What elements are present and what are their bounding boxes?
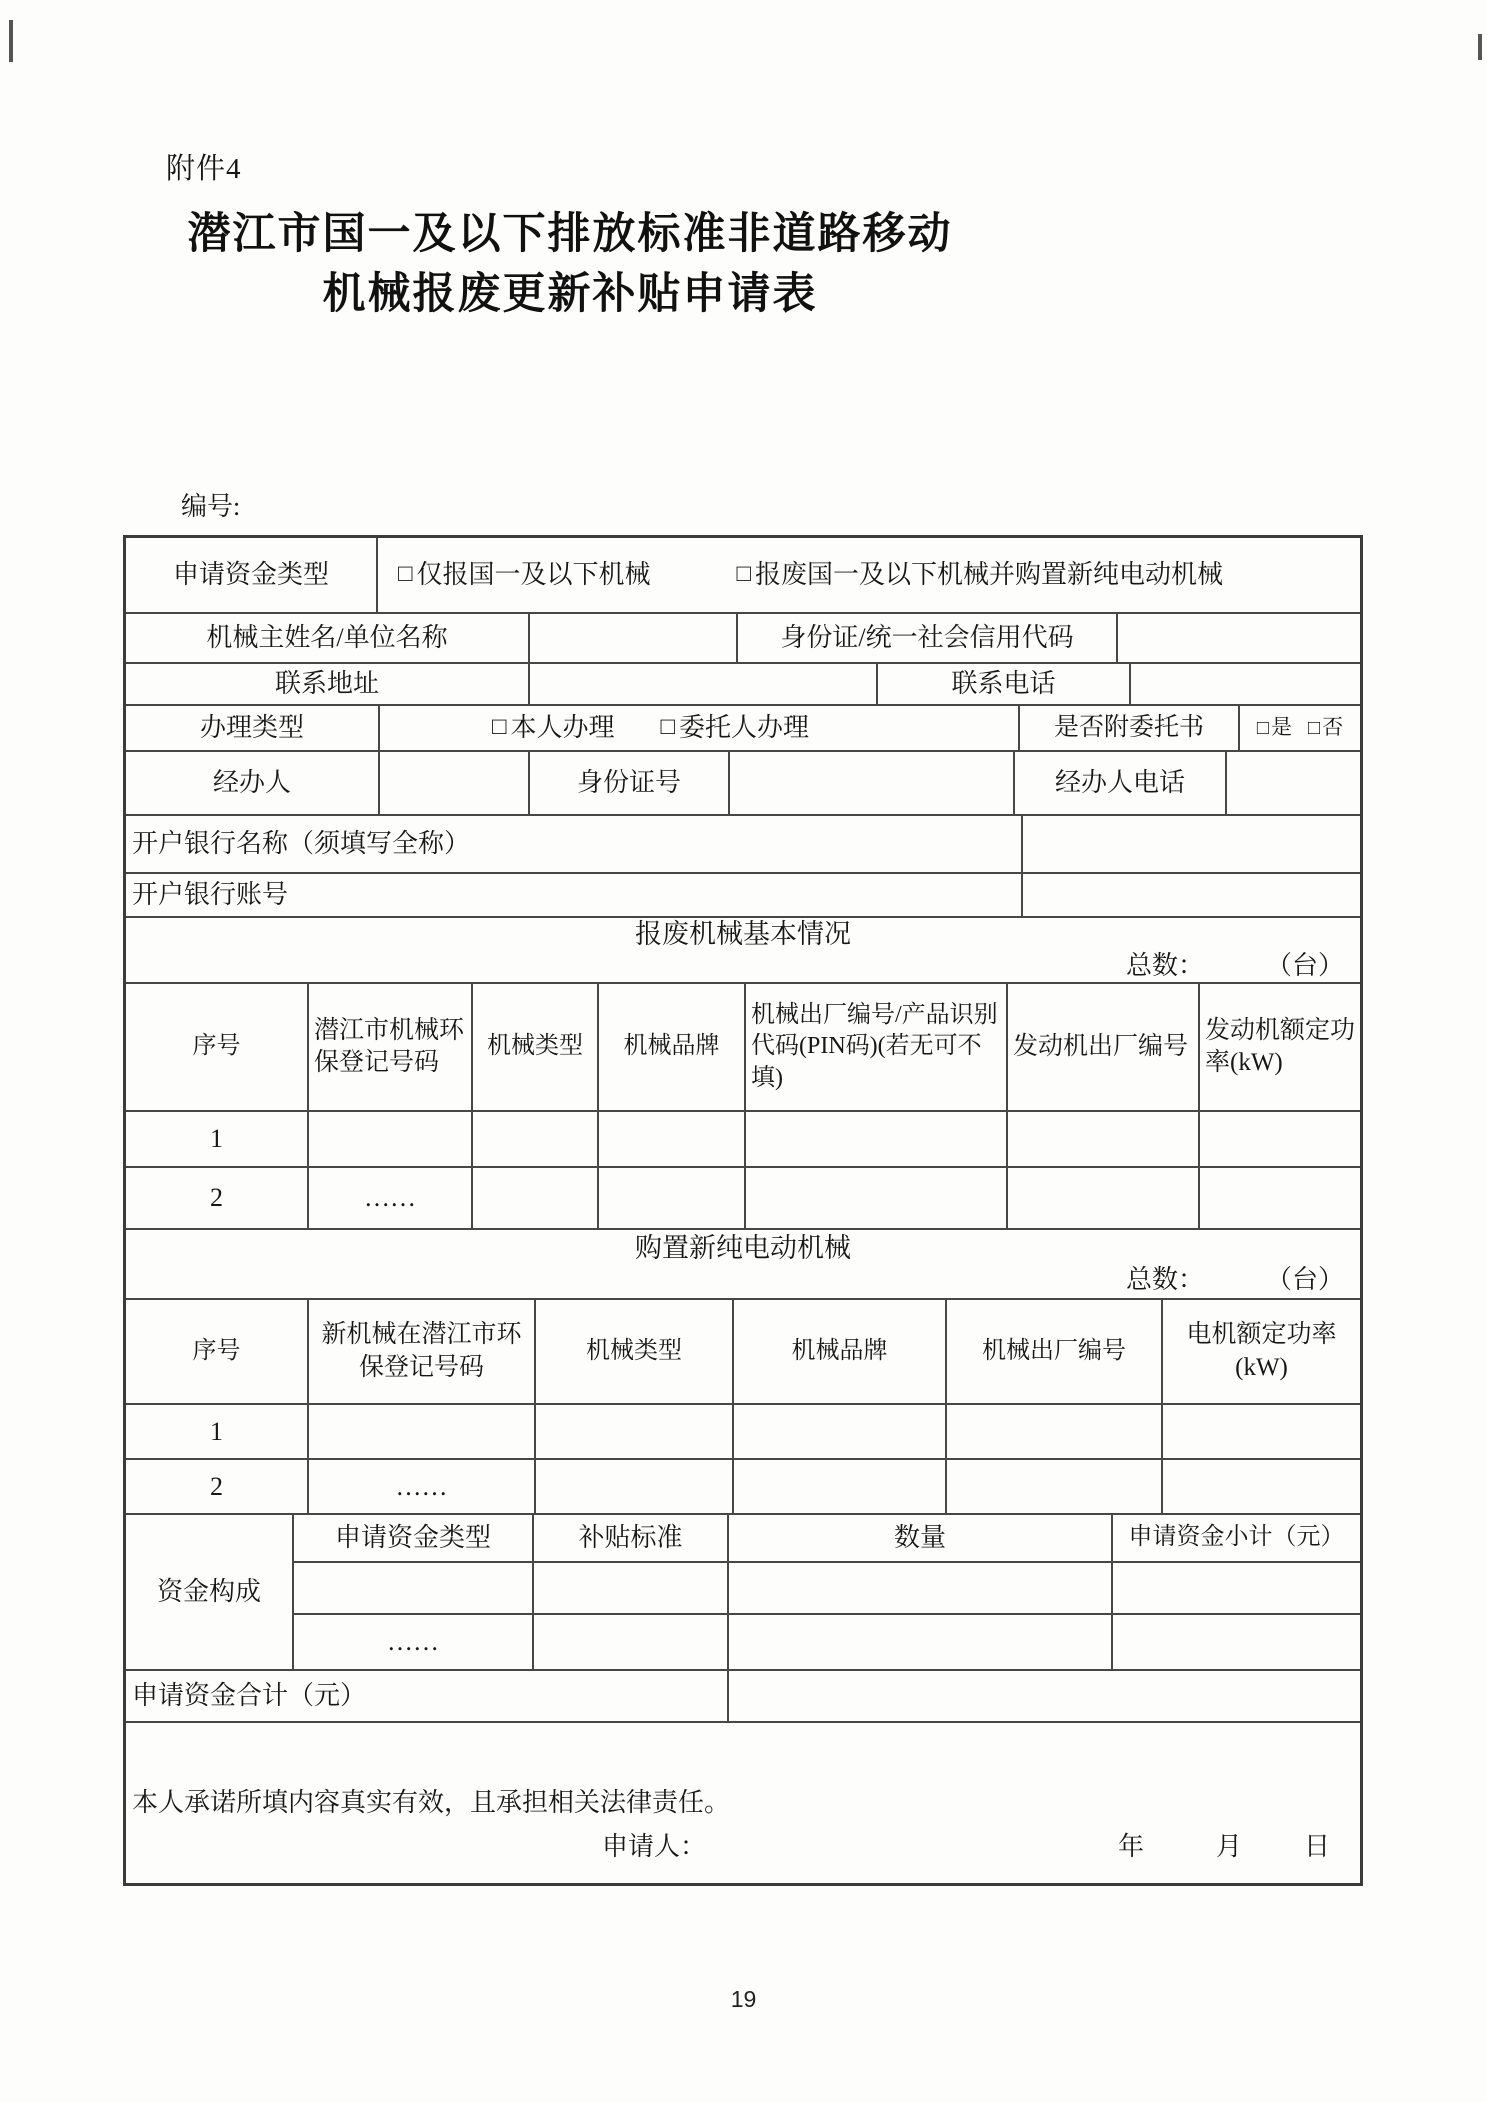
row-owner (126, 614, 1360, 664)
blank-cell (599, 1112, 746, 1166)
row-funding-total (126, 1671, 1360, 1723)
form-title-line1: 潜江市国一及以下排放标准非道路移动 (187, 210, 953, 258)
funding-header-row (294, 1515, 1360, 1563)
blank-cell (734, 1405, 947, 1458)
phone-label: 联系电话 (878, 664, 1131, 704)
option-scrap-and-buy (737, 558, 1224, 592)
option-self-label: 本人办理 (510, 713, 615, 743)
row-contact (126, 664, 1360, 706)
funding-total-label: 申请资金合计（元） (126, 1671, 729, 1721)
owner-name-blank (530, 614, 738, 662)
form-number-label: 编号: (181, 492, 241, 521)
new-col-serial: 机械出厂编号 (947, 1300, 1163, 1403)
blank-cell (536, 1460, 734, 1513)
handle-type-label: 办理类型 (126, 706, 380, 750)
row-handle-type (126, 706, 1360, 752)
new-row2-no: 2 (126, 1460, 309, 1513)
blank-cell (734, 1460, 947, 1513)
scrap-row2-reg: …… (309, 1168, 473, 1228)
blank-cell (534, 1615, 729, 1669)
scrap-row2-no: 2 (126, 1168, 309, 1228)
blank-cell (729, 1615, 1113, 1669)
scrap-section-total (126, 950, 1360, 982)
bank-name-blank (1023, 816, 1360, 872)
new-row2-reg: …… (309, 1460, 536, 1513)
row-scrap-section (126, 918, 1360, 984)
form-title (0, 204, 1140, 324)
scrap-col-engine-power: 发动机额定功率(kW) (1205, 1016, 1356, 1076)
blank-cell (1163, 1460, 1360, 1513)
address-label: 联系地址 (126, 664, 530, 704)
scrap-table-header (126, 984, 1360, 1112)
declaration-text: 本人承诺所填内容真实有效，且承担相关法律责任。 (132, 1788, 731, 1817)
blank-cell (947, 1405, 1163, 1458)
scrap-col-no: 序号 (126, 984, 309, 1110)
new-total-label: 总数： (1125, 1265, 1204, 1294)
blank-cell (729, 1563, 1113, 1613)
scrap-section-header (126, 918, 1360, 982)
option-no-label: 否 (1322, 715, 1344, 740)
scrap-row1-no: 1 (126, 1112, 309, 1166)
scrap-total-unit: （台） (1265, 951, 1344, 980)
new-table-header (126, 1300, 1360, 1405)
applicant-label: 申请人： (602, 1832, 707, 1861)
scan-artifact (1478, 34, 1482, 60)
scrap-total-label: 总数： (1125, 951, 1204, 980)
funding-row-1 (294, 1563, 1360, 1615)
checkbox-icon: □ (1256, 716, 1269, 739)
blank-cell (1163, 1405, 1360, 1458)
row-declaration (126, 1723, 1360, 1883)
bank-account-label: 开户银行账号 (126, 874, 1023, 916)
new-row-1 (126, 1405, 1360, 1460)
blank-cell (746, 1112, 1008, 1166)
year-label: 年 (1117, 1832, 1144, 1861)
scrap-row1-reg (309, 1112, 473, 1166)
scrap-col-type: 机械类型 (473, 984, 599, 1110)
new-section-title: 购置新纯电动机械 (635, 1233, 851, 1263)
bank-name-label: 开户银行名称（须填写全称） (126, 816, 1023, 872)
row-agent (126, 752, 1360, 816)
month-label: 月 (1215, 1832, 1242, 1861)
form-title-line2: 机械报废更新补贴申请表 (322, 270, 818, 318)
blank-cell (534, 1563, 729, 1613)
checkbox-icon: □ (1308, 716, 1321, 739)
attach-authorization-label: 是否附委托书 (1020, 706, 1240, 750)
agent-phone-label: 经办人电话 (1015, 752, 1227, 814)
option-scrap-only-label: 仅报国一及以下机械 (416, 560, 651, 590)
funding-type-options (378, 538, 1360, 612)
blank-cell (746, 1168, 1008, 1228)
checkbox-icon: □ (492, 714, 507, 741)
blank-cell (599, 1168, 746, 1228)
funding-total-blank (729, 1671, 1360, 1721)
new-col-reg: 新机械在潜江市环保登记号码 (309, 1300, 536, 1403)
new-section-total (126, 1264, 1360, 1296)
option-yes (1257, 714, 1292, 741)
option-no (1308, 714, 1343, 741)
new-total-unit: （台） (1265, 1265, 1344, 1294)
new-row-2 (126, 1460, 1360, 1515)
funding-composition-grid (294, 1515, 1360, 1669)
option-scrap-and-buy-label: 报废国一及以下机械并购置新纯电动机械 (755, 560, 1224, 590)
handle-type-options (380, 706, 1020, 750)
option-self (492, 711, 615, 745)
blank-cell (1113, 1615, 1360, 1669)
address-blank (530, 664, 878, 704)
scrap-col-brand: 机械品牌 (599, 984, 746, 1110)
new-col-motor-power: 电机额定功率(kW) (1186, 1321, 1337, 1381)
new-row1-no: 1 (126, 1405, 309, 1458)
blank-cell (473, 1112, 599, 1166)
authorization-yes-no (1240, 706, 1360, 750)
scan-artifact (9, 20, 13, 62)
agent-id-blank (730, 752, 1015, 814)
funding-row-2 (294, 1615, 1360, 1669)
scrap-col-engine-no: 发动机出厂编号 (1008, 984, 1200, 1110)
checkbox-icon: □ (398, 561, 413, 588)
blank-cell (1200, 1112, 1360, 1166)
blank-cell (1200, 1168, 1360, 1228)
blank-cell (947, 1460, 1163, 1513)
blank-cell (1008, 1112, 1200, 1166)
application-table (123, 535, 1363, 1886)
owner-id-blank (1118, 614, 1360, 662)
new-col-no: 序号 (126, 1300, 309, 1403)
agent-phone-blank (1227, 752, 1360, 814)
blank-cell (1113, 1563, 1360, 1613)
page-number: 19 (730, 1986, 757, 2012)
phone-blank (1131, 664, 1360, 704)
agent-id-label: 身份证号 (530, 752, 730, 814)
funding-col-quantity: 数量 (729, 1515, 1113, 1561)
funding-row2-type: …… (294, 1615, 534, 1669)
declaration-cell (126, 1723, 1360, 1883)
scrap-col-reg: 潜江市机械环保登记号码 (309, 984, 473, 1110)
scrap-section-title: 报废机械基本情况 (635, 919, 851, 949)
agent-blank (380, 752, 530, 814)
new-row1-reg (309, 1405, 536, 1458)
checkbox-icon: □ (736, 561, 752, 588)
owner-id-label: 身份证/统一社会信用代码 (738, 614, 1118, 662)
new-col-brand: 机械品牌 (734, 1300, 947, 1403)
funding-row1-type (294, 1563, 534, 1613)
option-delegate-label: 委托人办理 (679, 713, 810, 743)
row-bank-account (126, 874, 1360, 918)
blank-cell (536, 1405, 734, 1458)
row-new-section (126, 1230, 1360, 1300)
funding-col-type: 申请资金类型 (294, 1515, 534, 1561)
bank-account-blank (1023, 874, 1360, 916)
funding-composition-label: 资金构成 (126, 1515, 294, 1669)
agent-label: 经办人 (126, 752, 380, 814)
row-bank-name (126, 816, 1360, 874)
scrap-row-1 (126, 1112, 1360, 1168)
attachment-label: 附件4 (166, 153, 242, 185)
option-delegate (661, 711, 810, 745)
row-funding-type (126, 538, 1360, 614)
scrap-col-serial: 机械出厂编号/产品识别代码(PIN码)(若无可不填) (746, 984, 1008, 1110)
blank-cell (473, 1168, 599, 1228)
option-scrap-only (398, 558, 651, 592)
option-yes-label: 是 (1271, 715, 1292, 740)
funding-type-label: 申请资金类型 (126, 538, 378, 612)
funding-col-standard: 补贴标准 (534, 1515, 729, 1561)
blank-cell (1008, 1168, 1200, 1228)
row-funding-composition (126, 1515, 1360, 1671)
checkbox-icon: □ (660, 714, 676, 741)
new-col-type: 机械类型 (536, 1300, 734, 1403)
signature-line (126, 1823, 1360, 1865)
day-label: 日 (1303, 1832, 1330, 1861)
scrap-row-2 (126, 1168, 1360, 1230)
new-section-header (126, 1230, 1360, 1298)
funding-col-subtotal: 申请资金小计（元） (1128, 1524, 1345, 1551)
owner-name-label: 机械主姓名/单位名称 (126, 614, 530, 662)
